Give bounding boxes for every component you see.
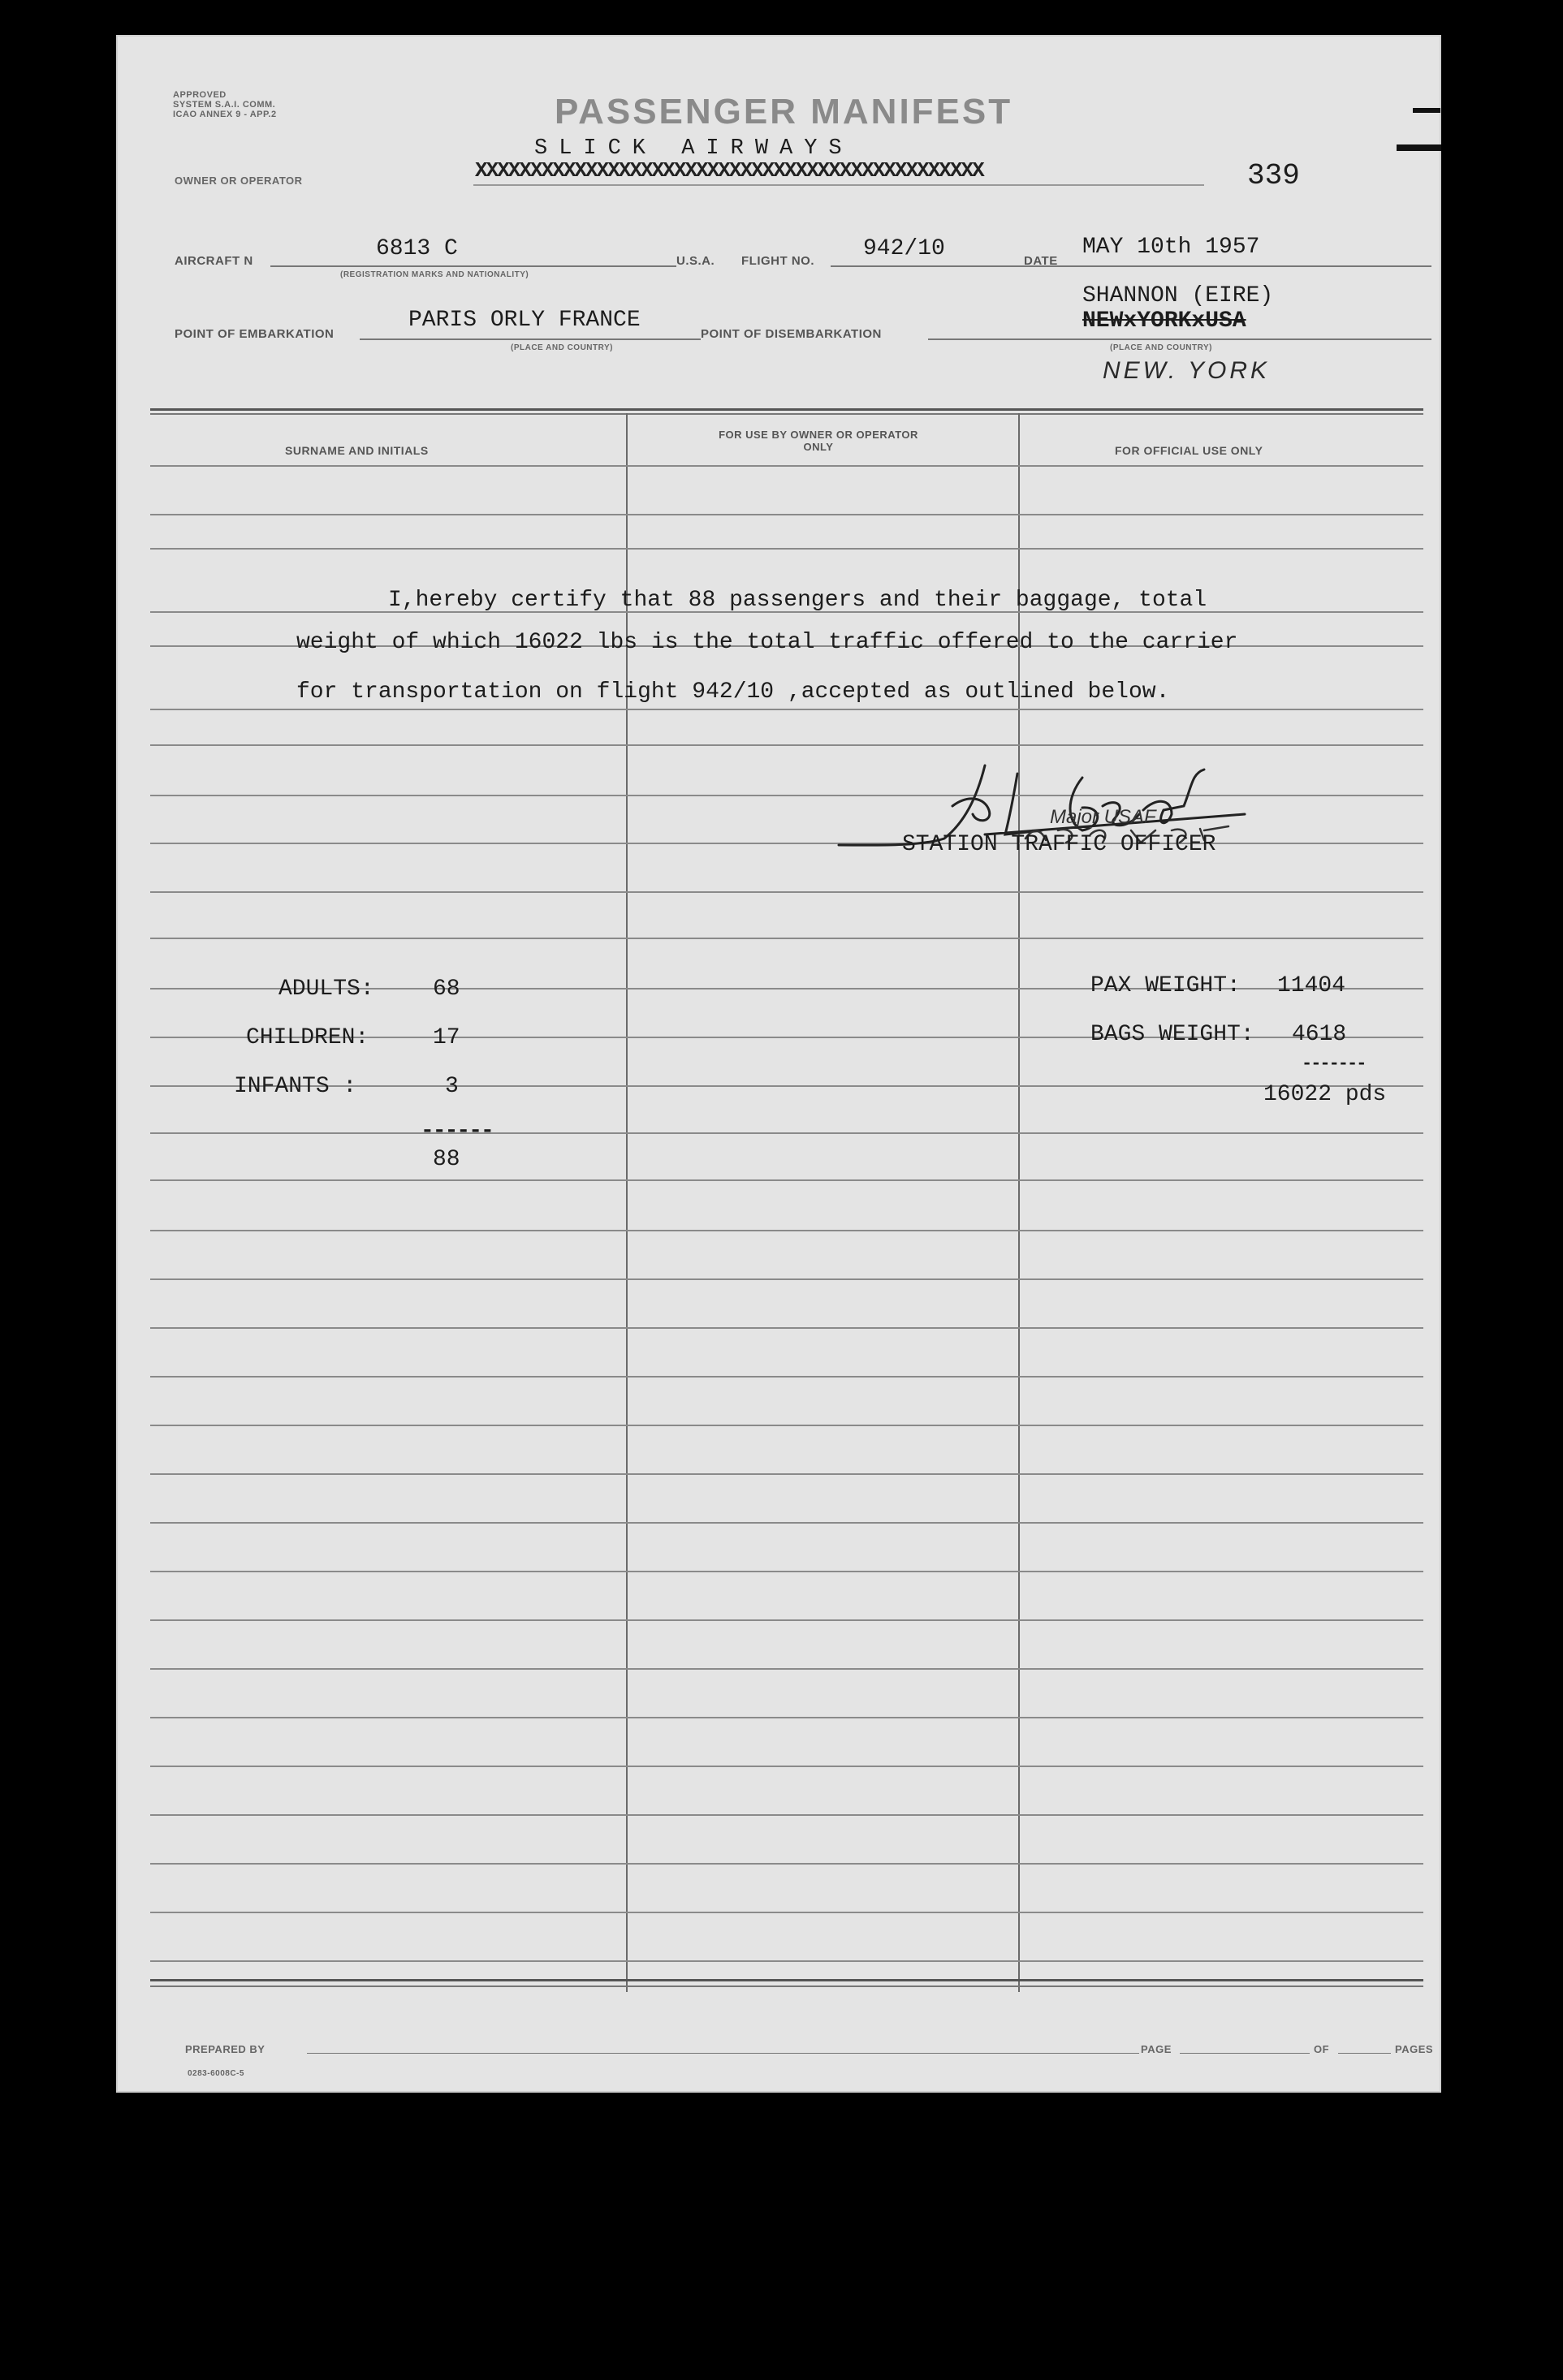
- ruled-line: [150, 465, 1423, 467]
- aircraft-registration: 6813 C: [376, 236, 458, 261]
- registration-caption: (REGISTRATION MARKS AND NATIONALITY): [340, 270, 529, 279]
- bags-weight-label: BAGS WEIGHT:: [1090, 1022, 1254, 1047]
- ruled-line: [150, 1668, 1423, 1670]
- ruled-line: [150, 1619, 1423, 1621]
- ruled-line: [150, 1766, 1423, 1767]
- country-label: U.S.A.: [676, 254, 715, 268]
- margin-mark: [1413, 108, 1440, 113]
- flight-number-label: FLIGHT NO.: [741, 254, 814, 268]
- ruled-line: [150, 1863, 1423, 1865]
- aircraft-label: AIRCRAFT N: [175, 254, 253, 268]
- disembarkation-point: SHANNON (EIRE): [1082, 283, 1274, 308]
- place-caption-2: (PLACE AND COUNTRY): [1110, 343, 1212, 352]
- ruled-line: [150, 938, 1423, 939]
- struck-operator-text: XXXXXXXXXXXXXXXXXXXXXXXXXXXXXXXXXXXXXXXXXXXXXX: [475, 158, 983, 183]
- approval-line: SYSTEM S.A.I. COMM.: [173, 100, 276, 110]
- column-header-surname: SURNAME AND INITIALS: [285, 444, 429, 457]
- ruled-line: [150, 548, 1423, 550]
- approval-stamp: [173, 90, 277, 119]
- pages-label: PAGES: [1395, 2043, 1434, 2055]
- page-label: PAGE: [1141, 2043, 1172, 2055]
- signature-rank: Major USAF: [1050, 806, 1156, 828]
- bags-weight: 4618: [1292, 1022, 1347, 1047]
- place-caption: (PLACE AND COUNTRY): [511, 343, 613, 352]
- ruled-line: [150, 1132, 1423, 1134]
- ruled-line: [150, 891, 1423, 893]
- ruled-line: [150, 1912, 1423, 1913]
- document-title: PASSENGER MANIFEST: [555, 92, 1013, 132]
- children-label: CHILDREN:: [246, 1025, 369, 1050]
- pax-weight-label: PAX WEIGHT:: [1090, 973, 1241, 998]
- flight-number: 942/10: [863, 236, 945, 261]
- column-header-official: FOR OFFICIAL USE ONLY: [1115, 444, 1263, 457]
- embarkation-label: POINT OF EMBARKATION: [175, 327, 335, 341]
- struck-disembarkation: NEWxYORKxUSA: [1082, 308, 1246, 334]
- page-number: 339: [1247, 159, 1300, 192]
- manifest-sheet: [116, 35, 1441, 2093]
- ruled-line: [150, 1179, 1423, 1181]
- ruled-line: [150, 1473, 1423, 1475]
- disembarkation-label: POINT OF DISEMBARKATION: [701, 327, 882, 341]
- ruled-line: [150, 1717, 1423, 1718]
- handwritten-destination: NEW. YORK: [1103, 357, 1271, 384]
- operator-name: SLICK AIRWAYS: [534, 136, 853, 161]
- margin-mark: [1397, 144, 1441, 151]
- ruled-line: [150, 1376, 1423, 1378]
- date-label: DATE: [1024, 254, 1058, 268]
- adults-label: ADULTS:: [278, 977, 374, 1002]
- total-passengers: 88: [433, 1147, 460, 1172]
- ruled-line: [150, 744, 1423, 746]
- count-total-rule: ------: [421, 1119, 493, 1144]
- embarkation-point: PARIS ORLY FRANCE: [408, 308, 641, 333]
- ruled-line: [150, 514, 1423, 515]
- ruled-line: [150, 709, 1423, 710]
- certification-line-2: weight of which 16022 lbs is the total traffic offered to the carrier: [296, 630, 1238, 655]
- approval-line: ICAO ANNEX 9 - APP.2: [173, 110, 277, 119]
- ruled-line: [150, 1425, 1423, 1426]
- flight-date: MAY 10th 1957: [1082, 235, 1260, 260]
- ruled-line: [150, 1960, 1423, 1962]
- of-label: OF: [1314, 2043, 1330, 2055]
- prepared-by-label: PREPARED BY: [185, 2043, 266, 2055]
- certification-line-1: I,hereby certify that 88 passengers and their baggage, total: [388, 588, 1207, 613]
- adults-count: 68: [433, 977, 460, 1002]
- certification-line-3: for transportation on flight 942/10 ,accepted as outlined below.: [296, 679, 1170, 705]
- column-header-owner: FOR USE BY OWNER OR OPERATOR ONLY: [719, 429, 918, 453]
- ruled-line: [150, 1278, 1423, 1280]
- infants-label: INFANTS :: [234, 1074, 357, 1099]
- ruled-line: [150, 1814, 1423, 1816]
- infants-count: 3: [445, 1074, 459, 1099]
- form-number: 0283-6008C-5: [188, 2069, 244, 2078]
- owner-operator-label: OWNER OR OPERATOR: [175, 175, 303, 187]
- ruled-line: [150, 1571, 1423, 1572]
- ruled-line: [150, 1522, 1423, 1524]
- ruled-line: [150, 1327, 1423, 1329]
- weight-total-rule: -------: [1302, 1054, 1366, 1074]
- children-count: 17: [433, 1025, 460, 1050]
- total-weight: 16022 pds: [1263, 1082, 1387, 1107]
- signatory-title: STATION TRAFFIC OFFICER: [902, 832, 1216, 857]
- approval-line: APPROVED: [173, 90, 227, 100]
- ruled-line: [150, 1230, 1423, 1231]
- pax-weight: 11404: [1277, 973, 1346, 998]
